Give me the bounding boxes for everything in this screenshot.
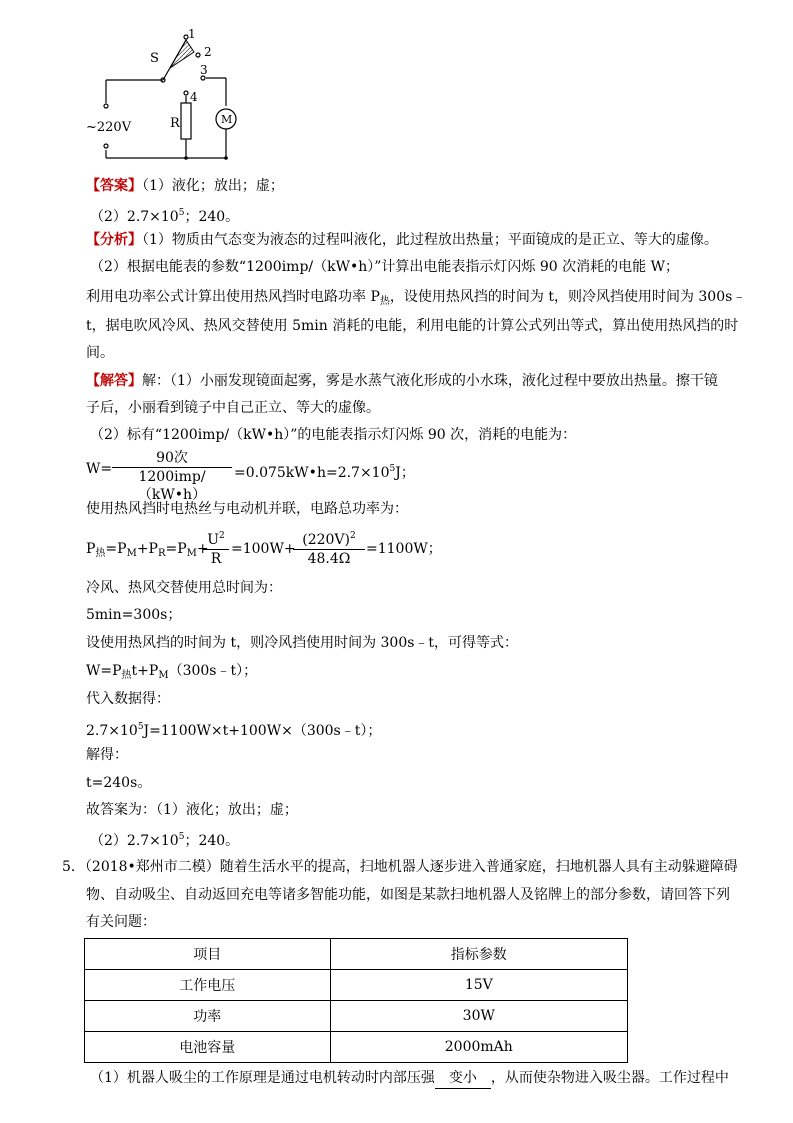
p-sub-m2: M (186, 548, 197, 559)
w-rhs-text: =0.075kW•h=2.7×10 (234, 465, 390, 481)
terminal-4-label: 4 (190, 90, 198, 104)
analysis-text-3a: 利用电功率公式计算出使用热风挡时电路功率 P (86, 289, 380, 305)
table-cell: 15V (330, 970, 627, 1001)
p-frac1-u: U (207, 532, 220, 548)
w-rhs-exp: 5 (389, 464, 396, 474)
p-lhs (86, 539, 209, 564)
motor-label: M (221, 113, 233, 126)
p-fraction-1 (203, 527, 229, 568)
l10-sub-hot: 热 (121, 670, 132, 681)
solution-line-16 (90, 827, 239, 851)
source-label: ~220V (86, 120, 132, 135)
solution-line-10 (86, 661, 257, 686)
solution-line-15: 故答案为：（1）液化；放出；虚； (86, 802, 298, 818)
p-fraction-2 (293, 527, 365, 568)
p-symbol: P (86, 541, 96, 557)
l12-exp: 5 (137, 722, 144, 732)
solution-tag: 【解答】 (86, 373, 142, 389)
p-frac2-exp: 2 (350, 531, 356, 541)
l10-sub-m: M (158, 670, 169, 681)
last-text-b: ，从而使杂物进入吸尘器。工作过程中 (490, 1070, 729, 1086)
analysis-text-3b: ，设使用热风挡的时间为 t，则冷风挡使用时间为 300s﹣ (389, 289, 747, 305)
question5-line-3: 有关问题： (86, 914, 156, 930)
l16-a: （2）2.7×10 (90, 833, 179, 849)
solution-line-7: 冷风、热风交替使用总时间为： (86, 580, 282, 596)
p-frac2-voltage: (220V) (302, 532, 351, 548)
p-frac1-den: R (203, 549, 229, 568)
table-cell: 电池容量 (85, 1032, 331, 1063)
p-sub-hot: 热 (95, 548, 106, 559)
l10-b: t+P (131, 663, 159, 679)
answer-text-1: （1）液化；放出；虚； (142, 178, 284, 194)
question5-line-1: 5．（2018•郑州市二模）随着生活水平的提高，扫地机器人逐步进入普通家庭，扫地机器人具有主动躲避障碍 (62, 859, 738, 875)
w-denominator: 1200imp/（kW•h） (112, 467, 232, 504)
analysis-line-2: （2）根据电能表的参数“1200imp/（kW•h）”计算出电能表指示灯闪烁 90 次消耗的电能 W； (90, 259, 679, 275)
table-header-cell: 指标参数 (330, 939, 627, 970)
p-eq: =P (105, 541, 127, 557)
l10-a: W=P (86, 663, 122, 679)
analysis-sub-hot: 热 (379, 296, 390, 307)
l10-c: （300s﹣t）； (168, 663, 258, 679)
solution-line-14: t=240s。 (86, 775, 152, 791)
solution-line-9: 设使用热风挡的时间为 t，则冷风挡使用时间为 300s﹣t，可得等式： (86, 635, 519, 651)
p-sub-m: M (126, 548, 137, 559)
analysis-line-5: 间。 (86, 345, 114, 361)
last-text-a: （1）机器人吸尘的工作原理是通过电机转动时内部压强 (90, 1070, 435, 1086)
table-header-row (85, 939, 628, 970)
question5-line-2: 物、自动吸尘、自动返回充电等诸多智能功能，如图是某款扫地机器人及铭牌上的部分参数，请回答下列 (86, 887, 730, 903)
terminal-1-label: 1 (188, 27, 196, 41)
resistor-label: R (170, 116, 180, 131)
analysis-line-1 (86, 230, 718, 250)
w-lhs: W= (86, 461, 113, 477)
l12-b: J=1100W×t+100W×（300s﹣t）； (143, 723, 382, 739)
table-row (85, 1001, 628, 1032)
answer-exp: 5 (178, 208, 185, 218)
table-row (85, 1032, 628, 1063)
answer-line-1 (86, 176, 284, 196)
w-rhs-unit: J； (395, 465, 415, 481)
last-line (90, 1068, 729, 1089)
solution-line-8: 5min=300s； (86, 607, 182, 623)
analysis-text-1: （1）物质由气态变为液态的过程叫液化，此过程放出热量；平面镜成的是正立、等大的虚像。 (142, 232, 718, 248)
analysis-line-3 (86, 287, 746, 312)
p-frac1-exp: 2 (219, 531, 225, 541)
answer-tag: 【答案】 (86, 178, 142, 194)
analysis-tag: 【分析】 (86, 232, 142, 248)
table-cell: 功率 (85, 1001, 331, 1032)
spec-table (84, 938, 628, 1063)
p-sub-r: R (157, 548, 166, 559)
table-header-cell: 项目 (85, 939, 331, 970)
p-frac2-num (293, 527, 365, 549)
terminal-3-label: 3 (200, 63, 208, 77)
table-row (85, 970, 628, 1001)
solution-line-11: 代入数据得： (86, 691, 170, 707)
p-frac1-num (203, 527, 229, 549)
w-numerator: 90次 (156, 450, 188, 466)
solution-line-1 (86, 371, 718, 391)
answer-text-2b: ；240。 (184, 209, 240, 225)
p-plus2: + (196, 541, 209, 557)
switch-label: S (150, 51, 159, 66)
solution-line-3: （2）标有“1200imp/（kW•h）”的电能表指示灯闪烁 90 次，消耗的电能为： (90, 427, 577, 443)
answer-blank: 变小 (435, 1068, 491, 1089)
analysis-line-4: t，据电吹风冷风、热风交替使用 5min 消耗的电能，利用电能的计算公式列出等式，算出使用热风挡的时 (86, 318, 739, 334)
table-cell: 工作电压 (85, 970, 331, 1001)
solution-text-1: 解：（1）小丽发现镜面起雾，雾是水蒸气液化形成的小水珠，液化过程中要放出热量。擦干镜 (142, 373, 718, 389)
solution-line-12 (86, 717, 381, 741)
terminal-2-label: 2 (204, 45, 212, 59)
solution-line-5: 使用热风挡时电热丝与电动机并联，电路总功率为： (86, 501, 408, 517)
p-eq2: =P (165, 541, 187, 557)
p-plus: +P (136, 541, 158, 557)
circuit-diagram (0, 0, 793, 170)
table-cell: 30W (330, 1001, 627, 1032)
answer-text-2a: （2）2.7×10 (90, 209, 179, 225)
solution-line-2: 子后，小丽看到镜子中自己正立、等大的虚像。 (86, 400, 380, 416)
table-cell: 2000mAh (330, 1032, 627, 1063)
l16-b: ；240。 (184, 833, 240, 849)
l16-exp: 5 (178, 832, 185, 842)
p-result: =1100W； (366, 541, 442, 557)
p-mid2: =100W+ (231, 541, 296, 557)
solution-line-13: 解得： (86, 747, 128, 763)
l12-a: 2.7×10 (86, 723, 138, 739)
p-frac2-den: 48.4Ω (293, 549, 365, 568)
answer-line-2 (90, 203, 239, 227)
w-rhs (234, 459, 415, 483)
w-fraction (112, 449, 232, 504)
